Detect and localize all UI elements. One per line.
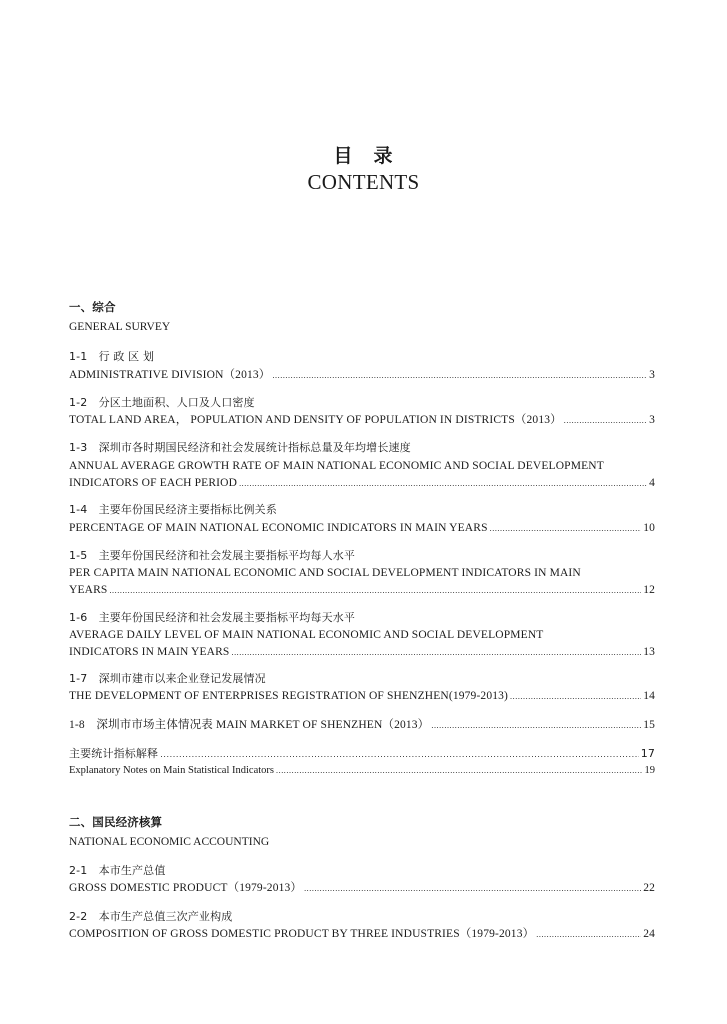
toc-2-1-entry[interactable] [69,881,655,896]
toc-1-1-cn: 1-1 行 政 区 划 [69,350,155,363]
toc-1-4-entry[interactable] [69,521,655,536]
section-2-title-cn: 二、国民经济核算 [69,815,163,829]
leader-dots [276,764,643,778]
section-1-title-en: GENERAL SURVEY [69,321,171,333]
section-2-title-en: NATIONAL ECONOMIC ACCOUNTING [69,836,270,848]
toc-1-4-cn: 1-4 主要年份国民经济主要指标比例关系 [69,503,277,516]
leader-dots [564,414,647,428]
toc-1-2-cn: 1-2 分区土地面积、人口及人口密度 [69,396,255,409]
toc-1-3-cn: 1-3 深圳市各时期国民经济和社会发展统计指标总量及年均增长速度 [69,441,411,454]
toc-2-1-en: GROSS DOMESTIC PRODUCT（1979-2013） [69,882,303,894]
leader-dots [431,719,641,733]
section-1-title-cn: 一、综合 [69,300,116,314]
toc-1-5-en-line1[interactable]: PER CAPITA MAIN NATIONAL ECONOMIC AND SOCIAL DEVELOPMENT INDICATORS IN MAIN [69,567,581,579]
toc-2-2-page: 24 [643,928,655,940]
toc-1-7-page: 14 [643,690,655,702]
toc-notes-en: Explanatory Notes on Main Statistical Indicators [69,765,274,776]
toc-2-1-cn: 2-1 本市生产总值 [69,864,166,877]
toc-1-8-page: 15 [643,719,655,731]
toc-1-7-entry[interactable] [69,689,655,704]
toc-notes-cn: 主要统计指标解释 [69,747,159,760]
toc-1-1-entry[interactable] [69,368,655,383]
toc-notes-cn-page: 17 [640,747,655,760]
toc-1-5-cn: 1-5 主要年份国民经济和社会发展主要指标平均每人水平 [69,549,356,562]
toc-1-3-en-line2: INDICATORS OF EACH PERIOD [69,477,238,489]
leader-dots [239,477,647,491]
toc-1-3-en-line1[interactable]: ANNUAL AVERAGE GROWTH RATE OF MAIN NATIONAL ECONOMIC AND SOCIAL DEVELOPMENT [69,460,604,472]
toc-1-1-page: 3 [649,369,655,381]
toc-1-4-page: 10 [643,522,655,534]
toc-2-2-en: COMPOSITION OF GROSS DOMESTIC PRODUCT BY THREE INDUSTRIES（1979-2013） [69,928,535,940]
leader-dots [536,928,641,942]
toc-1-2-page: 3 [649,414,655,426]
leader-dots [160,748,638,762]
toc-1-2-en: TOTAL LAND AREA， POPULATION AND DENSITY OF POPULATION IN DISTRICTS（2013） [69,414,562,426]
toc-2-1-page: 22 [643,882,655,894]
toc-notes-en-page: 19 [644,765,655,776]
leader-dots [231,646,641,660]
leader-dots [490,522,642,536]
leader-dots [510,690,641,704]
page-title-cn: 目 录 [333,145,394,167]
page-title-en: CONTENTS [307,170,420,194]
leader-dots [272,369,647,383]
toc-1-7-cn: 1-7 深圳市建市以来企业登记发展情况 [69,672,266,685]
toc-1-4-en: PERCENTAGE OF MAIN NATIONAL ECONOMIC INDICATORS IN MAIN YEARS [69,522,488,534]
toc-1-6-en-line2: INDICATORS IN MAIN YEARS [69,646,230,658]
toc-1-8-title: 1-8 深圳市市场主体情况表 MAIN MARKET OF SHENZHEN（2013） [69,719,430,731]
toc-notes-cn-entry[interactable] [69,747,655,762]
leader-dots [109,584,641,598]
toc-2-2-cn: 2-2 本市生产总值三次产业构成 [69,910,233,923]
toc-1-7-en: THE DEVELOPMENT OF ENTERPRISES REGISTRATION OF SHENZHEN(1979-2013) [69,690,509,702]
toc-1-3-entry[interactable] [69,476,655,491]
toc-1-5-en-line2: YEARS [69,584,108,596]
toc-1-5-page: 12 [643,584,655,596]
toc-1-6-cn: 1-6 主要年份国民经济和社会发展主要指标平均每天水平 [69,611,356,624]
toc-1-8-entry[interactable] [69,718,655,733]
toc-1-3-page: 4 [649,477,655,489]
toc-1-6-entry[interactable] [69,645,655,660]
toc-notes-en-entry[interactable] [69,764,655,778]
toc-1-6-page: 13 [643,646,655,658]
leader-dots [304,882,641,896]
toc-1-1-en: ADMINISTRATIVE DIVISION（2013） [69,369,271,381]
toc-2-2-entry[interactable] [69,927,655,942]
toc-1-5-entry[interactable] [69,583,655,598]
toc-1-2-entry[interactable] [69,413,655,428]
toc-1-6-en-line1[interactable]: AVERAGE DAILY LEVEL OF MAIN NATIONAL ECONOMIC AND SOCIAL DEVELOPMENT [69,629,544,641]
